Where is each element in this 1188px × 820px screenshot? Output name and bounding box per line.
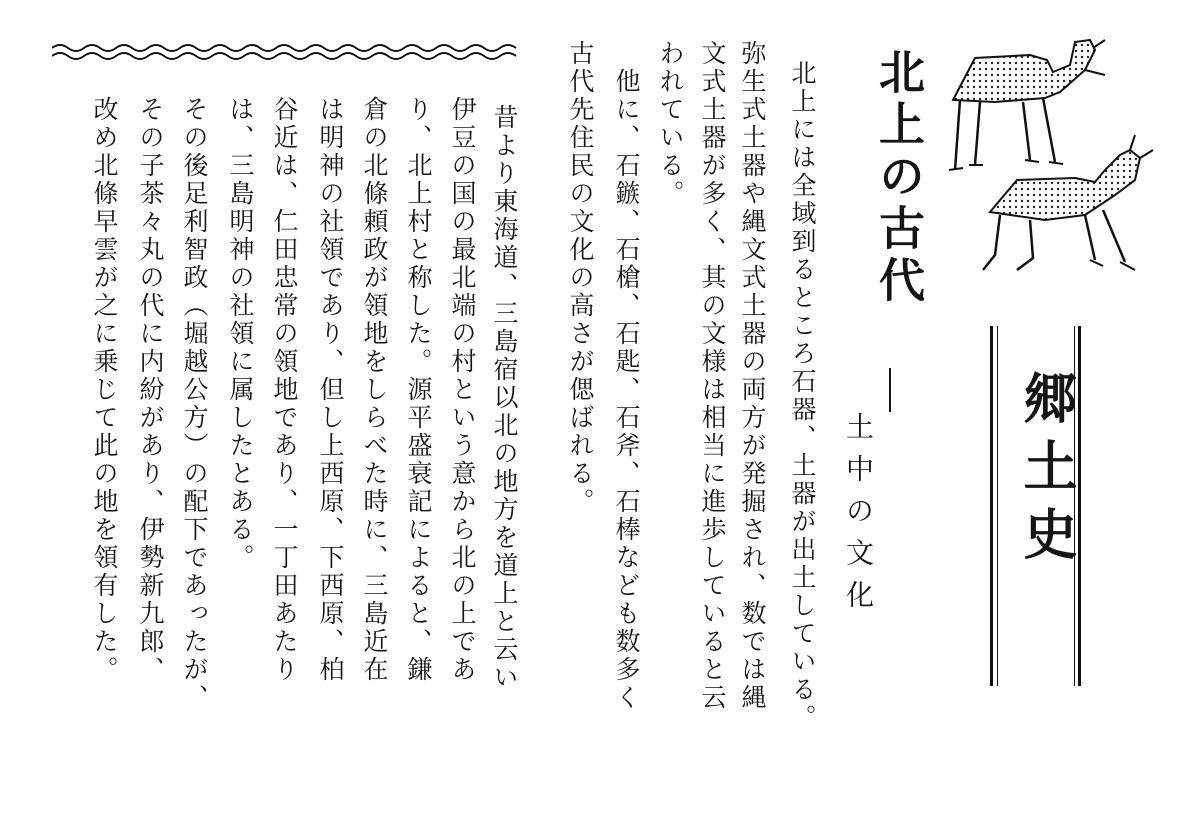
right-line-5: 他に、石鏃、石槍、石匙、石斧、石棒なども数多く bbox=[612, 68, 641, 712]
wavy-divider bbox=[52, 40, 522, 64]
left-line-7: は、三島明神の社領に属したとある。 bbox=[226, 96, 255, 572]
section-subtitle: 土中の文化 bbox=[842, 412, 875, 622]
right-line-6: 古代先住民の文化の高さが偲ばれる。 bbox=[566, 40, 595, 516]
right-line-2: 弥生式土器や縄文式土器の両方が発掘され、数では縄 bbox=[738, 40, 767, 712]
right-line-3: 文式土器が多く、其の文様は相当に進歩していると云 bbox=[698, 40, 727, 712]
left-line-10: 改め北條早雲が之に乗じて此の地を領有した。 bbox=[90, 96, 119, 684]
deer-illustration bbox=[935, 30, 1165, 290]
left-line-8: その後足利智政（堀越公方）の配下であったが、 bbox=[180, 96, 209, 712]
header-title: 郷土史 bbox=[1015, 370, 1078, 574]
left-line-1: 昔より東海道、三島宿以北の地方を道上と云い bbox=[490, 104, 519, 692]
title-dash bbox=[889, 368, 891, 412]
left-line-4: 倉の北條頼政が領地をしらべた時に、三島近在 bbox=[360, 96, 389, 684]
right-line-1: 北上には全域到るところ石器、土器が出土している。 bbox=[788, 60, 817, 732]
header-rule-left-inner bbox=[997, 326, 998, 686]
left-line-6: 谷近は、仁田忠常の領地であり、一丁田あたり bbox=[270, 96, 299, 684]
header-rule-left-outer bbox=[990, 326, 993, 686]
left-line-9: その子茶々丸の代に内紛があり、伊勢新九郎、 bbox=[136, 96, 165, 684]
right-line-4: われている。 bbox=[656, 40, 685, 208]
left-line-5: は明神の社領であり、但し上西原、下西原、柏 bbox=[316, 96, 345, 684]
left-line-3: り、北上村と称した。源平盛衰記によると、鎌 bbox=[404, 96, 433, 684]
section-title: 北上の古代 bbox=[872, 48, 926, 308]
left-line-2: 伊豆の国の最北端の村という意から北の上であ bbox=[448, 96, 477, 684]
